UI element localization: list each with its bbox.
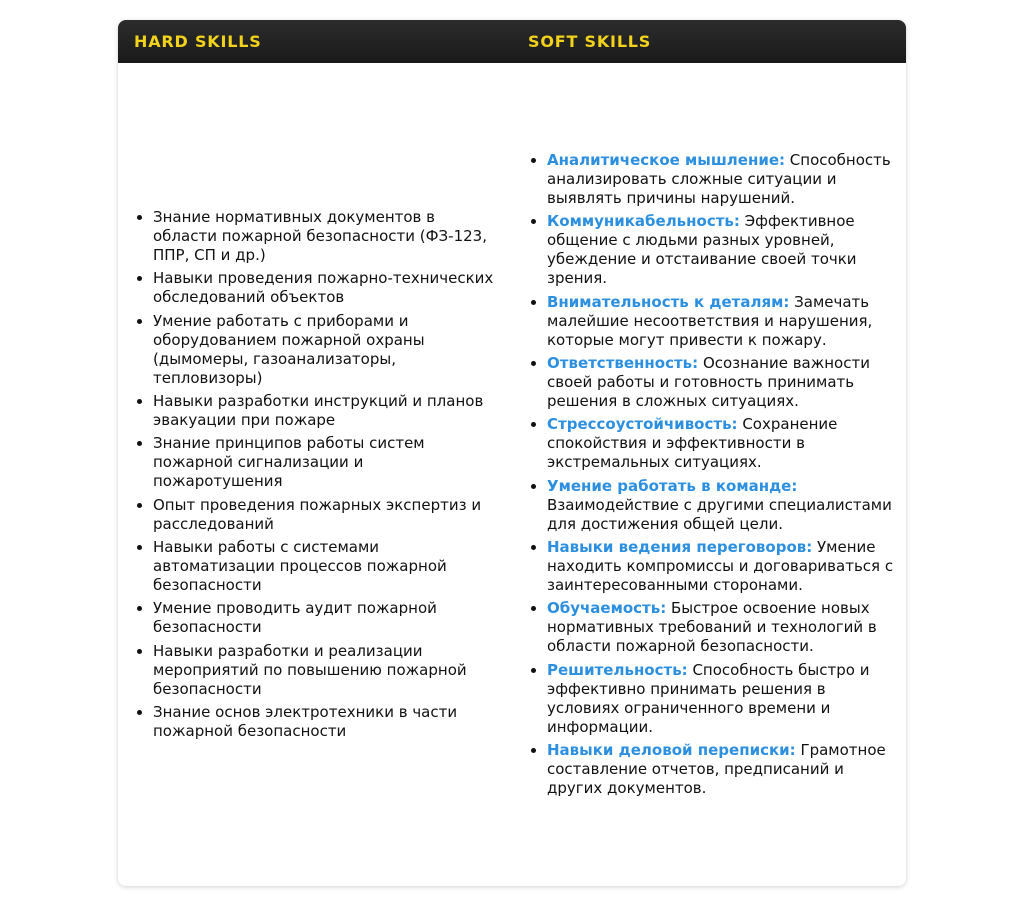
soft-skill-description: Взаимодействие с другими специалистами для достижения общей цели. <box>547 495 892 533</box>
soft-skill-item <box>547 212 898 288</box>
soft-skill-description: Способность анализировать сложные ситуации и выявлять причины нарушений. <box>547 151 891 208</box>
hard-skill-item: • Опыт проведения пожарных экспертиз и расследований <box>153 496 494 534</box>
soft-skill-item <box>547 354 898 411</box>
soft-skill-description: Быстрое освоение новых нормативных требований и технологий в области пожарной безопасности. <box>547 599 877 656</box>
table-header <box>118 20 906 63</box>
soft-skill-item <box>547 415 898 472</box>
hard-skills-list <box>134 208 494 741</box>
skills-table <box>118 20 906 886</box>
hard-skill-item: • Знание нормативных документов в области пожарной безопасности (ФЗ-123, ППР, СП и др.) <box>153 208 494 265</box>
soft-skill-term: Аналитическое мышление: <box>547 151 786 170</box>
soft-skills-column <box>528 63 898 886</box>
soft-skill-item <box>547 661 898 737</box>
hard-skills-heading: HARD SKILLS <box>134 32 262 51</box>
soft-skill-item <box>547 741 898 798</box>
hard-skills-column <box>134 63 494 886</box>
soft-skill-description: Грамотное составление отчетов, предписаний и других документов. <box>547 740 886 797</box>
soft-skill-item <box>547 599 898 656</box>
hard-skill-item: • Умение работать с приборами и оборудованием пожарной охраны (дымомеры, газоанализаторы, тепловизоры) <box>153 312 494 388</box>
soft-skill-item <box>547 477 898 534</box>
soft-skill-description: Сохранение спокойствия и эффективности в экстремальных ситуациях. <box>547 415 838 472</box>
soft-skills-heading: SOFT SKILLS <box>528 32 652 51</box>
soft-skill-term: Обучаемость: <box>547 599 667 618</box>
soft-skill-item <box>547 538 898 595</box>
soft-skill-item <box>547 293 898 350</box>
soft-skill-term: Стрессоустойчивость: <box>547 415 738 434</box>
soft-skill-description: Осознание важности своей работы и готовность принимать решения в сложных ситуациях. <box>547 354 870 411</box>
hard-skill-item: • Навыки разработки и реализации мероприятий по повышению пожарной безопасности <box>153 642 494 699</box>
hard-skill-item: • Навыки разработки инструкций и планов эвакуации при пожаре <box>153 392 494 430</box>
hard-skill-item: • Навыки проведения пожарно-технических обследований объектов <box>153 269 494 307</box>
hard-skill-item: • Умение проводить аудит пожарной безопасности <box>153 599 494 637</box>
soft-skill-description: Способность быстро и эффективно принимать решения в условиях ограниченного времени и информации. <box>547 660 870 736</box>
soft-skills-list <box>528 151 898 798</box>
table-body <box>118 63 906 886</box>
soft-skill-term: Навыки ведения переговоров: <box>547 537 813 556</box>
hard-skill-item: • Навыки работы с системами автоматизации процессов пожарной безопасности <box>153 538 494 595</box>
hard-skill-item: • Знание основ электротехники в части пожарной безопасности <box>153 703 494 741</box>
soft-skill-term: Коммуникабельность: <box>547 212 740 231</box>
soft-skill-term: Решительность: <box>547 660 688 679</box>
soft-skill-item <box>547 151 898 208</box>
soft-skill-description: Замечать малейшие несоответствия и нарушения, которые могут привести к пожару. <box>547 292 873 349</box>
soft-skill-term: Внимательность к деталям: <box>547 292 790 311</box>
soft-skill-term: Умение работать в команде: <box>547 476 798 495</box>
soft-skill-description: Умение находить компромиссы и договариваться с заинтересованными сторонами. <box>547 537 894 594</box>
soft-skill-term: Ответственность: <box>547 354 699 373</box>
hard-skill-item: • Знание принципов работы систем пожарной сигнализации и пожаротушения <box>153 434 494 491</box>
soft-skill-description: Эффективное общение с людьми разных уровней, убеждение и отстаивание своей точки зрения. <box>547 212 857 288</box>
soft-skill-term: Навыки деловой переписки: <box>547 740 796 759</box>
